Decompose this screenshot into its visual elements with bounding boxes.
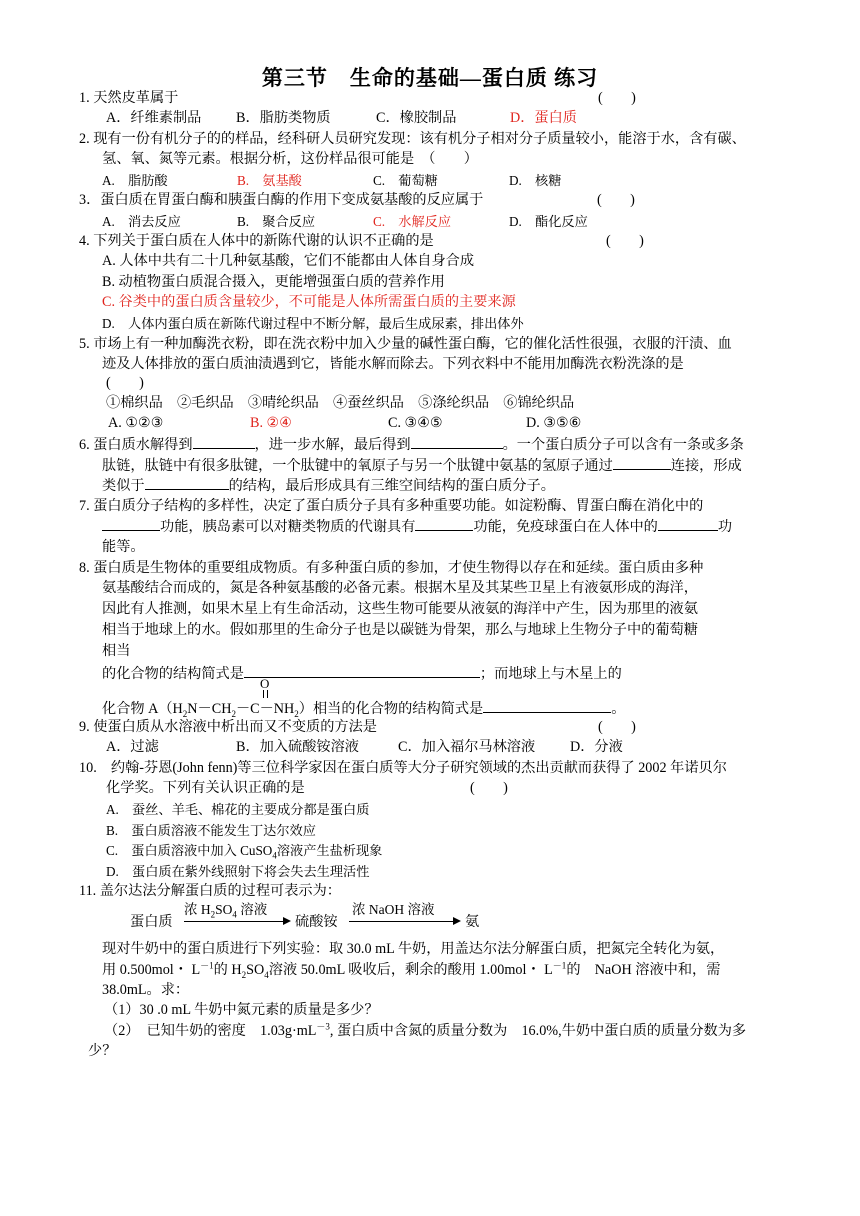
q4-option-b: B. 动植物蛋白质混合摄入，更能增强蛋白质的营养作用	[102, 274, 445, 290]
intermediate-ammonium-sulfate: 硫酸铵	[295, 914, 338, 930]
q8-line-1: 8. 蛋白质是生物体的重要组成物质。有多种蛋白质的参加，才使生物得以存在和延续。蛋白质由多种	[79, 560, 704, 576]
q6-text: 肽链，肽链中有很多肽键，一个肽键中的氧原子与另一个肽键中氨基的氢原子通过	[102, 458, 613, 474]
q3-answer-paren: ( )	[597, 192, 635, 208]
q5-line-2: 迹及人体排放的蛋白质油渍遇到它，皆能水解而除去。下列衣料中不能用加酶洗衣粉洗涤的是	[102, 356, 684, 372]
q6-text: 连接，形成	[670, 458, 742, 474]
q10-option-b: B. 蛋白质溶液不能发生丁达尔效应	[106, 823, 316, 838]
q10-answer-paren: ( )	[470, 780, 508, 796]
q2-line-2: 氢、氧、氮等元素。根据分析，这份样品很可能是 （ ）	[102, 151, 478, 167]
q6-text: 。一个蛋白质分子可以含有一条或多条	[502, 437, 744, 453]
q10-option-c: C. 蛋白质溶液中加入 CuSO$_4$溶液产生盐析现象	[106, 843, 383, 861]
q3-option-b: B. 聚合反应	[237, 214, 316, 229]
q9-answer-paren: ( )	[598, 719, 636, 735]
q3-stem: 3．蛋白质在胃蛋白酶和胰蛋白酶的作用下变成氨基酸的反应属于	[79, 192, 484, 208]
q5-option-d: D. ③⑤⑥	[526, 415, 582, 431]
q11-subquestion-2: （2） 已知牛奶的密度 $1.03g\cdot mL^{-3}$, 蛋白质中含氮的质量分数为 16.0%,牛奶中蛋白质的质量分数为多	[104, 1021, 747, 1039]
q7-text: 功能，免疫球蛋白在人体中的	[473, 519, 658, 535]
blank	[244, 663, 480, 678]
q9-option-c: C．加入福尔马林溶液	[398, 739, 536, 755]
q6-text: 6. 蛋白质水解得到	[79, 437, 193, 453]
blank	[658, 516, 718, 531]
q2-option-c: C. 葡萄糖	[373, 173, 438, 188]
q5-line-1: 5. 市场上有一种加酶洗衣粉，即在洗衣粉中加入少量的碱性蛋白酶，它的催化活性很强，衣服的汗渍、血	[79, 336, 732, 352]
q10-line-1: 10. 约翰-芬恩(John fenn)等三位科学家因在蛋白质等大分子研究领域的杰出贡献而获得了 2002 年诺贝尔	[79, 760, 727, 776]
q10-line-2: 化学奖。下列有关认识正确的是	[106, 780, 305, 796]
product-ammonia: 氨	[465, 914, 480, 930]
q11-text: 用 0.500mol・ L	[102, 962, 201, 978]
q11-text: 的 NaOH 溶液中和，需	[566, 962, 721, 978]
blank	[483, 698, 611, 713]
q8-line-2: 氨基酸结合而成的，氮是各种氨基酸的必备元素。根据木星及其某些卫星上有液氨形成的海洋，	[102, 580, 698, 596]
q5-option-a: A. ①②③	[108, 415, 164, 431]
q2-option-a: A. 脂肪酸	[102, 173, 168, 188]
blank	[613, 455, 671, 470]
q6-text: 类似于	[102, 478, 145, 494]
q4-option-d: D. 人体内蛋白质在新陈代谢过程中不断分解，最后生成尿素，排出体外	[102, 316, 524, 331]
q1-option-b: B．脂肪类物质	[236, 110, 331, 126]
arrow-head-icon	[453, 917, 461, 925]
q7-line-3: 能等。	[102, 539, 145, 555]
q8-text: 化合物 A（	[102, 701, 173, 717]
q9-option-d: D．分液	[570, 739, 623, 755]
q1-option-c: C．橡胶制品	[376, 110, 457, 126]
q11-stem: 11. 盖尔达法分解蛋白质的过程可表示为：	[79, 883, 341, 899]
q8-text: ；而地球上与木星上的	[479, 666, 622, 682]
q11-text: 的 H	[213, 962, 242, 978]
q11-text: （2） 已知牛奶的密度 1.03g·mL	[104, 1023, 317, 1039]
reaction-arrow-2	[349, 921, 454, 922]
q11-subquestion-1: （1）30 .0 mL 牛奶中氮元素的质量是多少？	[104, 1002, 379, 1018]
q1-option-d: D．蛋白质	[510, 110, 577, 126]
q8-text: ）相当的化合物的结构简式是	[298, 701, 484, 717]
page-title: 第三节 生命的基础—蛋白质 练习	[261, 66, 599, 90]
q10-option-d: D. 蛋白质在紫外线照射下将会失去生理活性	[106, 864, 370, 879]
q5-answer-paren: ( )	[106, 375, 144, 391]
q7-text: 功能，胰岛素可以对糖类物质的代谢具有	[160, 519, 416, 535]
q2-option-b: B. 氨基酸	[237, 173, 302, 188]
reaction-arrow-1	[184, 921, 284, 922]
q6-text: ，进一步水解，最后得到	[254, 437, 411, 453]
q8-line-6	[102, 663, 622, 685]
q11-subquestion-2-cont: 少？	[88, 1043, 117, 1059]
q7-text: 功	[717, 519, 733, 535]
q11-text: 浓 H	[184, 902, 211, 917]
blank	[145, 475, 229, 490]
q8-line-5: 相当	[102, 643, 131, 659]
q6-line-2	[102, 455, 742, 477]
arrow-head-icon	[283, 917, 291, 925]
q9-option-b: B．加入硫酸铵溶液	[236, 739, 359, 755]
q5-item-list: ①棉织品 ②毛织品 ③晴纶织品 ④蚕丝织品 ⑤涤纶织品 ⑥锦纶织品	[106, 395, 575, 411]
q6-line-1	[79, 434, 744, 456]
blank	[411, 434, 503, 449]
q7-line-2	[102, 516, 732, 538]
q8-line-3: 因此有人推测，如果木星上有生命活动，这些生物可能要从液氨的海洋中产生，因为那里的液氨	[102, 601, 698, 617]
q11-para-line-1: 现对牛奶中的蛋白质进行下列实验：取 30.0 mL 牛奶，用盖达尔法分解蛋白质，把氮完全转化为氨，	[102, 941, 725, 957]
blank	[415, 516, 473, 531]
blank	[193, 434, 255, 449]
q8-line-4: 相当于地球上的水。假如那里的生命分子也是以碳链为骨架，那么与地球上生物分子中的葡萄糖	[102, 622, 698, 638]
q3-option-d: D. 酯化反应	[509, 214, 588, 229]
q1-answer-paren: ( )	[598, 90, 636, 106]
q8-text: 的化合物的结构简式是	[102, 666, 244, 682]
blank	[102, 516, 160, 531]
q2-option-d: D. 核糖	[509, 173, 562, 188]
q11-text: 溶液	[240, 902, 268, 917]
q4-stem: 4. 下列关于蛋白质在人体中的新陈代谢的认识不正确的是	[79, 233, 434, 249]
q10-option-a: A. 蚕丝、羊毛、棉花的主要成分都是蛋白质	[106, 802, 370, 817]
compound-a-formula: $H_2N-CH_2-C-NH_2$	[172, 701, 299, 719]
q6-text: 的结构，最后形成具有三维空间结构的蛋白质分子。	[228, 478, 555, 494]
carbonyl-oxygen: O	[260, 676, 270, 691]
q4-option-a: A. 人体中共有二十几种氨基酸，它们不能都由人体自身合成	[102, 253, 475, 269]
arrow-2-condition: 浓 NaOH 溶液	[352, 902, 435, 917]
q4-answer-paren: ( )	[606, 233, 644, 249]
q8-text: 。	[611, 701, 626, 717]
q10-text: 溶液产生盐析现象	[276, 843, 383, 858]
q11-para-line-2: 用 0.500mol・ $L^{-1}$的 $H_2SO_4$溶液 50.0mL 吸收后，剩余的酸用 1.00mol・ $L^{-1}$的 NaOH 溶液中和，需	[102, 960, 721, 980]
q1-option-a: A．纤维素制品	[106, 110, 202, 126]
arrow-1-condition: 浓 $H_2SO_4$ 溶液	[184, 902, 268, 920]
q2-line-1: 2. 现有一份有机分子的的样品，经科研人员研究发现：该有机分子相对分子质量较小，能溶于水，含有碳、	[79, 131, 746, 147]
q5-option-c: C. ③④⑤	[388, 415, 443, 431]
reactant-protein: 蛋白质	[130, 914, 173, 930]
q5-option-b: B. ②④	[250, 415, 292, 431]
double-bond-mark	[263, 690, 268, 698]
q11-para-line-3: 38.0mL。求：	[102, 982, 190, 998]
q1-stem: 1. 天然皮革属于	[79, 90, 179, 106]
q11-text: , 蛋白质中含氮的质量分数为 16.0%,牛奶中蛋白质的质量分数为多	[329, 1023, 747, 1039]
q3-option-c: C. 水解反应	[373, 214, 452, 229]
q9-option-a: A．过滤	[106, 739, 159, 755]
q6-line-3	[102, 475, 555, 497]
q7-line-1: 7. 蛋白质分子结构的多样性，决定了蛋白质分子具有多种重要功能。如淀粉酶、胃蛋白酶在消化中的	[79, 498, 704, 514]
q10-text: C. 蛋白质溶液中加入 CuSO	[106, 843, 273, 858]
q4-option-c: C. 谷类中的蛋白质含量较少，不可能是人体所需蛋白质的主要来源	[102, 294, 516, 310]
q11-text: 溶液 50.0mL 吸收后，剩余的酸用 1.00mol・ L	[268, 962, 553, 978]
q9-stem: 9. 使蛋白质从水溶液中析出而又不变质的方法是	[79, 719, 377, 735]
q3-option-a: A. 消去反应	[102, 214, 181, 229]
